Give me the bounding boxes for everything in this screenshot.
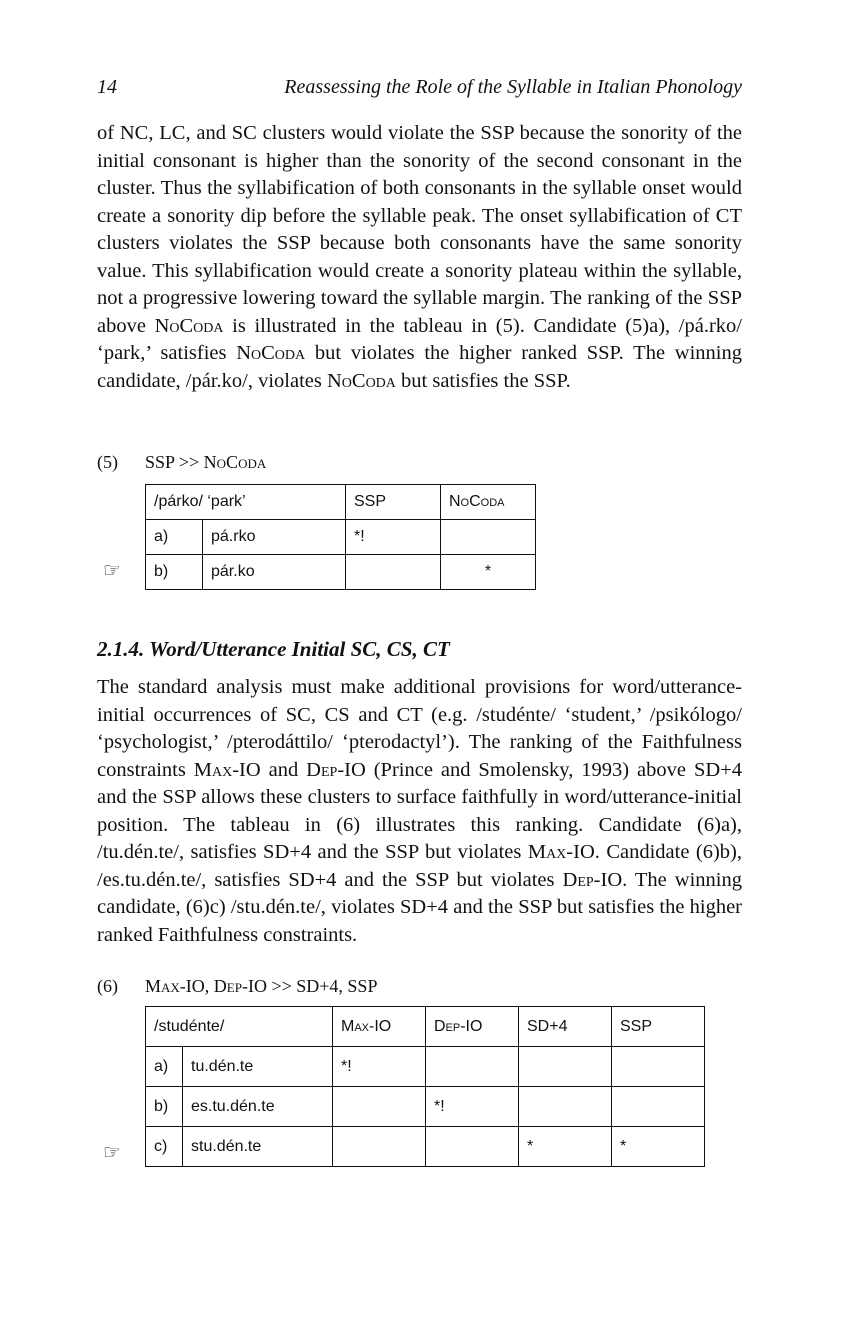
violation-mark: *	[519, 1127, 612, 1167]
violation-mark: *	[441, 555, 536, 590]
candidate-row	[146, 1127, 705, 1167]
ot-tableau-6	[145, 1006, 705, 1167]
running-header	[97, 72, 742, 106]
constraint-header: SD+4	[519, 1007, 612, 1047]
constraint-name: Max-IO	[527, 841, 595, 863]
candidate-form: pár.ko	[203, 555, 346, 590]
candidate-form: stu.dén.te	[183, 1127, 333, 1167]
constraint-header: NoCoda	[441, 485, 536, 520]
violation-mark	[333, 1127, 426, 1167]
violation-mark: *	[612, 1127, 705, 1167]
constraint-name: Dep-IO	[562, 868, 623, 891]
violation-mark	[612, 1087, 705, 1127]
candidate-form: tu.dén.te	[183, 1047, 333, 1087]
text-run: . The winning candidate, (6)c) /stu.dén.te/, violates SD+4 and the SSP but satisfies the higher ranked Faithfulness constraints.	[97, 868, 742, 946]
constraint-name: Dep-IO	[306, 758, 366, 781]
title-text: >> SD+4, SSP	[266, 976, 378, 996]
example-number: (6)	[97, 976, 118, 996]
constraint-name: NoCoda	[236, 342, 306, 364]
candidate-label: a)	[146, 520, 203, 555]
constraint-name: NoCoda	[203, 452, 267, 472]
pointing-hand-icon: ☞	[103, 1140, 121, 1164]
violation-mark	[612, 1047, 705, 1087]
candidate-form: es.tu.dén.te	[183, 1087, 333, 1127]
text-run: (Prince and Smolensky, 1993) above SD+4 and the SSP allows these clusters to surface faithfully in word/utterance-initial position. The tableau in (6) illustrates this ranking. Candidate (6)a), /tu.dén.te/, satisfies SD+4 and the SSP but violates	[97, 758, 742, 863]
violation-mark	[426, 1127, 519, 1167]
text-run: but violates the higher ranked SSP. The winning candidate, /pár.ko/, violates	[97, 342, 742, 392]
body-paragraph-1	[97, 120, 742, 395]
text-run: The standard analysis must make additional provisions for word/utterance-initial occurrences of SC, CS and CT (e.g. /studénte/ ‘student,’ /psikólogo/ ‘psychologist,’ /pterodáttilo/ ‘pterodactyl’). The ranking of the Faithfulness constraints	[97, 676, 742, 781]
pointing-hand-icon: ☞	[103, 558, 121, 582]
text-run: is illustrated in the tableau in (5). Candidate (5)a), /pá.rko/ ‘park,’ satisfies	[97, 314, 742, 364]
candidate-label: c)	[146, 1127, 183, 1167]
example-title	[145, 976, 377, 997]
tableau-header-row	[146, 485, 536, 520]
tableau-input: /studénte/	[146, 1007, 333, 1047]
tableau-input: /párko/ ‘park’	[146, 485, 346, 520]
constraint-name: Max-IO	[145, 976, 205, 996]
candidate-row	[146, 555, 536, 590]
violation-mark: *!	[333, 1047, 426, 1087]
candidate-label: b)	[146, 1087, 183, 1127]
running-title: Reassessing the Role of the Syllable in Italian Phonology	[284, 76, 742, 98]
constraint-name: Dep-IO	[213, 976, 267, 996]
candidate-label: a)	[146, 1047, 183, 1087]
page-number: 14	[97, 76, 117, 98]
violation-mark	[346, 555, 441, 590]
body-paragraph-2	[97, 674, 742, 949]
constraint-header: Dep-IO	[426, 1007, 519, 1047]
example-number: (5)	[97, 452, 118, 472]
text-run: but satisfies the SSP.	[395, 369, 571, 392]
violation-mark	[426, 1047, 519, 1087]
constraint-name: NoCoda	[154, 314, 224, 337]
text-run: . Candidate (6)b), /es.tu.dén.te/, satisfies SD+4 and the SSP but violates	[97, 841, 742, 891]
violation-mark	[333, 1087, 426, 1127]
tableau-header-row	[146, 1007, 705, 1047]
text-run: and	[260, 758, 307, 781]
violation-mark	[519, 1047, 612, 1087]
violation-mark: *!	[426, 1087, 519, 1127]
constraint-header: SSP	[346, 485, 441, 520]
candidate-row	[146, 1047, 705, 1087]
candidate-row	[146, 520, 536, 555]
constraint-header: Max-IO	[333, 1007, 426, 1047]
candidate-form: pá.rko	[203, 520, 346, 555]
violation-mark	[441, 520, 536, 555]
title-text: ,	[204, 976, 214, 996]
title-text: SSP >>	[145, 452, 204, 472]
violation-mark: *!	[346, 520, 441, 555]
ot-tableau-5	[145, 484, 536, 590]
text-run: of NC, LC, and SC clusters would violate the SSP because the sonority of the initial consonant is higher than the sonority of the second consonant in the cluster. Thus the syllabification of both consonants in the syllable onset would create a sonority dip before the syllable peak. The onset syllabification of CT clusters violates the SSP because both consonants have the same sonority value. This syllabification would create a sonority plateau within the syllable, not a progressive lowering toward the syllable margin. The ranking of the SSP above	[97, 122, 742, 337]
candidate-row	[146, 1087, 705, 1127]
section-heading: 2.1.4. Word/Utterance Initial SC, CS, CT	[97, 637, 450, 661]
constraint-header: SSP	[612, 1007, 705, 1047]
candidate-label: b)	[146, 555, 203, 590]
constraint-name: NoCoda	[326, 369, 396, 392]
example-title	[145, 452, 266, 473]
violation-mark	[519, 1087, 612, 1127]
constraint-name: Max-IO	[193, 758, 261, 781]
